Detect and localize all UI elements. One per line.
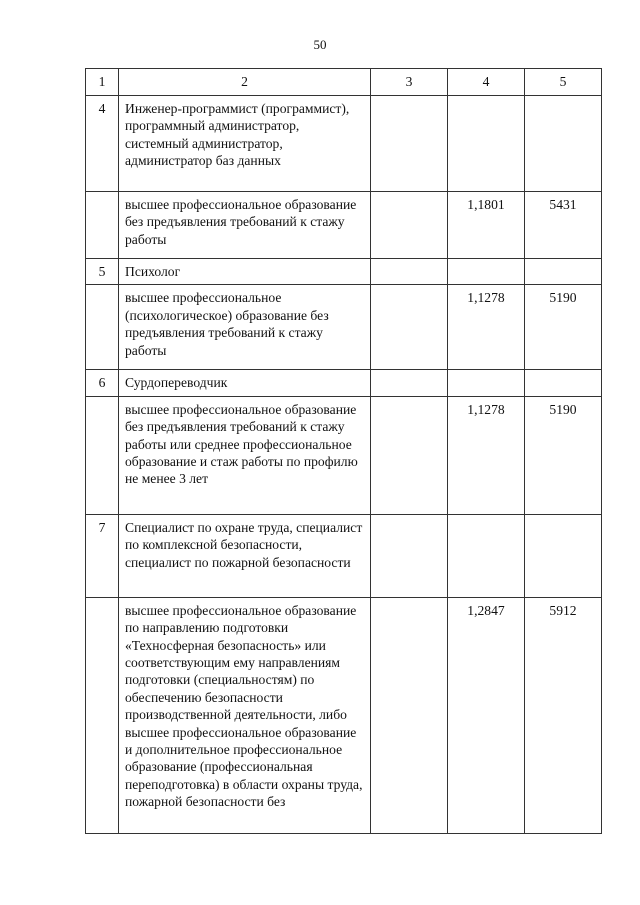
row-number: 6: [86, 370, 119, 396]
col3-cell: [371, 259, 448, 285]
salary-cell: 5190: [525, 396, 602, 514]
salary-cell: [525, 370, 602, 396]
header-cell-3: 3: [371, 69, 448, 96]
table-row: [86, 370, 602, 396]
table-row: [86, 96, 602, 192]
col3-cell: [371, 514, 448, 597]
col3-cell: [371, 96, 448, 192]
page-number: 50: [313, 37, 327, 52]
salary-cell: 5431: [525, 192, 602, 259]
position-name: Специалист по охране труда, специалист по комплексной безопасности, специалист по пожарной безопасности: [119, 514, 371, 597]
header-cell-2: 2: [119, 69, 371, 96]
coefficient-cell: 1,1801: [448, 192, 525, 259]
table-row: [86, 259, 602, 285]
coefficient-cell: [448, 370, 525, 396]
table-header-row: [86, 69, 602, 96]
salary-cell: [525, 259, 602, 285]
salary-cell: 5190: [525, 285, 602, 370]
header-cell-4: 4: [448, 69, 525, 96]
requirement-text: высшее профессиональное образование без предъявления требований к стажу работы или среднее профессиональное образование и стаж работы по профилю не менее 3 лет: [119, 396, 371, 514]
col3-cell: [371, 192, 448, 259]
coefficient-cell: [448, 96, 525, 192]
table-row: [86, 192, 602, 259]
salary-cell: [525, 96, 602, 192]
col3-cell: [371, 285, 448, 370]
row-number: 5: [86, 259, 119, 285]
row-number: 7: [86, 514, 119, 597]
table-row: [86, 597, 602, 833]
positions-table: [85, 68, 602, 834]
coefficient-cell: 1,1278: [448, 285, 525, 370]
requirement-text: высшее профессиональное образование без предъявления требований к стажу работы: [119, 192, 371, 259]
coefficient-cell: 1,2847: [448, 597, 525, 833]
row-number: [86, 396, 119, 514]
header-cell-5: 5: [525, 69, 602, 96]
requirement-text: высшее профессиональное образование по направлению подготовки «Техносферная безопасность» или соответствующим ему направлениям подготовки (специальностям) по обеспечению безопасности производственной деятельности, либо высшее профессиональное образование и дополнительное профессиональное образование (профессиональная переподготовка) в области охраны труда, пожарной безопасности без: [119, 597, 371, 833]
position-name: Инженер-программист (программист), программный администратор, системный администратор, администратор баз данных: [119, 96, 371, 192]
coefficient-cell: [448, 259, 525, 285]
salary-cell: 5912: [525, 597, 602, 833]
salary-cell: [525, 514, 602, 597]
table-row: [86, 396, 602, 514]
position-name: Психолог: [119, 259, 371, 285]
col3-cell: [371, 396, 448, 514]
row-number: [86, 192, 119, 259]
table-row: [86, 285, 602, 370]
coefficient-cell: 1,1278: [448, 396, 525, 514]
col3-cell: [371, 370, 448, 396]
header-cell-1: 1: [86, 69, 119, 96]
row-number: [86, 597, 119, 833]
row-number: [86, 285, 119, 370]
coefficient-cell: [448, 514, 525, 597]
requirement-text: высшее профессиональное (психологическое) образование без предъявления требований к стажу работы: [119, 285, 371, 370]
table-row: [86, 514, 602, 597]
row-number: 4: [86, 96, 119, 192]
col3-cell: [371, 597, 448, 833]
position-name: Сурдопереводчик: [119, 370, 371, 396]
